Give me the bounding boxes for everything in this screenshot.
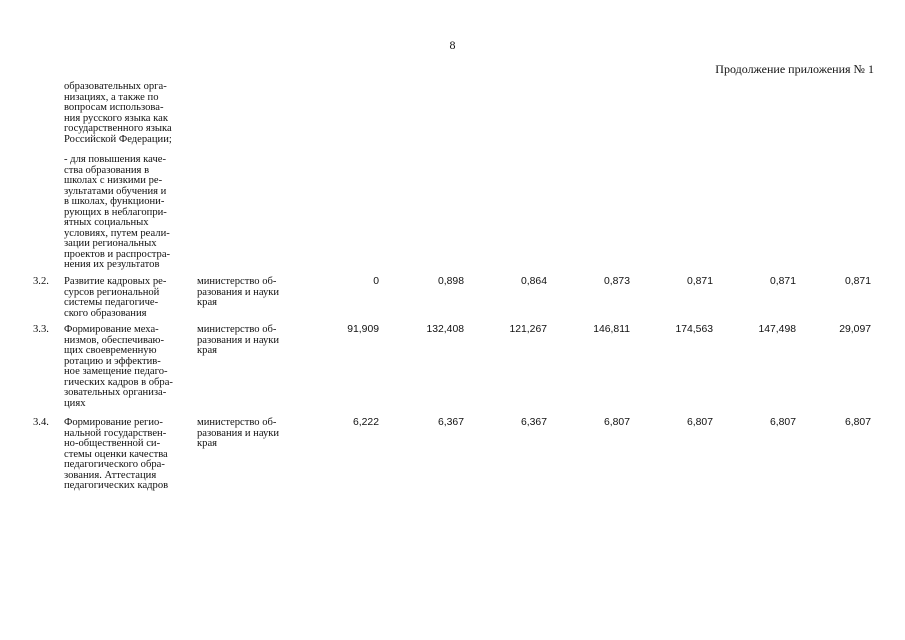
value-cell: 91,909 xyxy=(347,324,379,335)
value-cell: 0,871 xyxy=(769,276,796,287)
row-description: Развитие кадровых ре- сурсов региональной системы педагогиче- ского образования xyxy=(64,276,167,319)
row-executor: министерство об- разования и науки края xyxy=(197,276,280,308)
value-cell: 6,367 xyxy=(437,417,464,428)
row-number: 3.2. xyxy=(33,276,49,287)
row-description: Формирование меха- низмов, обеспечиваю- щих своевременную ротацию и эффектив- ное замещение педаго- гических кадров в обра- зовательных организа- циях xyxy=(64,324,173,409)
page-number: 8 xyxy=(449,38,456,52)
row-executor: министерство об- разования и науки края xyxy=(197,324,280,356)
value-cell: 6,222 xyxy=(352,417,379,428)
continuation-label: Продолжение приложения № 1 xyxy=(715,62,874,76)
intro-paragraph-1: образовательных орга- низациях, а также по вопросам использова- ния русского языка как государственного языка Российской Федерации; xyxy=(64,81,172,145)
row-number: 3.4. xyxy=(33,417,49,428)
value-cell: 0,871 xyxy=(844,276,871,287)
value-cell: 0,864 xyxy=(520,276,547,287)
value-cell: 146,811 xyxy=(593,324,630,335)
value-cell: 29,097 xyxy=(839,324,871,335)
value-cell: 121,267 xyxy=(509,324,547,335)
value-cell: 0,873 xyxy=(603,276,630,287)
value-cell: 6,807 xyxy=(769,417,796,428)
value-cell: 174,563 xyxy=(675,324,713,335)
value-cell: 0,898 xyxy=(437,276,464,287)
row-number: 3.3. xyxy=(33,324,49,335)
value-cell: 6,807 xyxy=(686,417,713,428)
value-cell: 6,807 xyxy=(844,417,871,428)
value-cell: 147,498 xyxy=(758,324,796,335)
value-cell: 132,408 xyxy=(426,324,464,335)
value-cell: 6,367 xyxy=(520,417,547,428)
row-executor: министерство об- разования и науки края xyxy=(197,417,280,449)
value-cell: 6,807 xyxy=(603,417,630,428)
intro-paragraph-2: - для повышения каче- ства образования в школах с низкими ре- зультатами обучения и в школах, функциони- рующих в неблагопри- ятных социальных условиях, путем реали- зации региональных проектов и распростра- нения их результатов xyxy=(64,154,171,270)
row-description: Формирование регио- нальной государствен- но-общественной си- стемы оценки качества педагогического обра- зования. Аттестация педагогических кадров xyxy=(64,417,169,491)
value-cell: 0 xyxy=(373,276,379,287)
value-cell: 0,871 xyxy=(686,276,713,287)
